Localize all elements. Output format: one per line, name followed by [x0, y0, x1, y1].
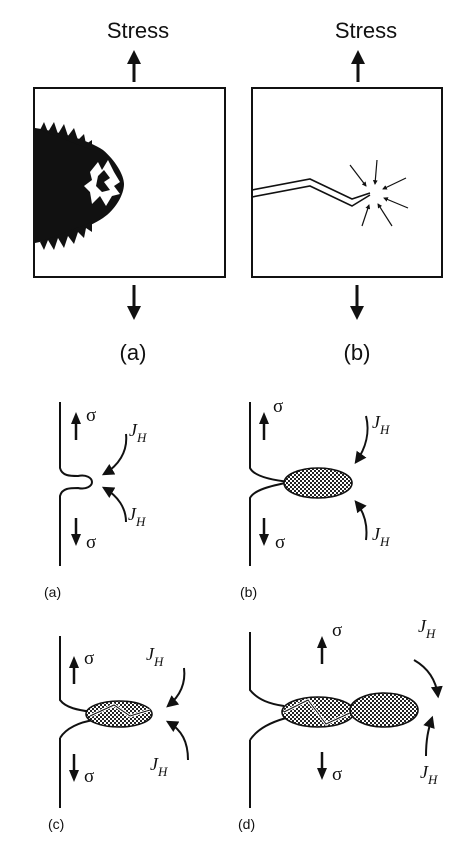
- hydrogen-flux-arrow-c2: [168, 722, 188, 760]
- caption-bottom-a: (a): [44, 584, 62, 600]
- top-panel-a: [34, 18, 225, 365]
- caption-top-b: (b): [343, 340, 371, 365]
- hydrogen-flux-arrow-c1: [168, 668, 184, 706]
- hydrogen-flux-arrow-d2: [426, 718, 432, 756]
- bottom-panel-b: [240, 396, 390, 600]
- top-panel-b: [252, 18, 442, 365]
- sigma-arrow-down-b: [259, 518, 269, 546]
- sigma-arrow-up-d: [317, 636, 327, 664]
- sigma-arrow-down-c: [69, 754, 79, 782]
- jh-label-d2: $J_H$: [420, 762, 438, 787]
- jh-label-b1: $J_H$: [372, 412, 390, 437]
- jh-label-c2: $J_H$: [150, 754, 168, 779]
- hydrogen-flux-arrow-a2: [104, 488, 126, 522]
- caption-bottom-b: (b): [240, 584, 258, 600]
- bottom-panel-a: [44, 402, 147, 600]
- sigma-label-down-a: σ: [86, 532, 97, 553]
- bottom-panel-c: [48, 636, 188, 832]
- sigma-arrow-up-a: [71, 412, 81, 440]
- hydrogen-flux-arrow-d1: [414, 660, 438, 696]
- hydrogen-flux-arrow-b1: [356, 416, 368, 462]
- caption-bottom-d: (d): [238, 816, 256, 832]
- hydrogen-flux-arrow-a1: [104, 434, 126, 474]
- hydride-zone-b: [284, 468, 352, 498]
- sigma-label-down-b: σ: [275, 532, 286, 553]
- jh-label-a1: $J_H$: [129, 420, 147, 445]
- stress-arrow-down-b: [350, 285, 364, 320]
- jh-label-c1: $J_H$: [146, 644, 164, 669]
- stress-arrow-down-a: [127, 285, 141, 320]
- hydride-zone-d2: [350, 693, 418, 727]
- stress-label-top-a: Stress: [106, 18, 170, 43]
- stress-arrow-up-a: [127, 50, 141, 82]
- hydrogen-flux-arrow-b2: [356, 502, 367, 540]
- bottom-panel-d: [238, 616, 438, 832]
- jh-label-a2: $J_H$: [128, 504, 146, 529]
- sigma-label-up-c: σ: [84, 648, 95, 669]
- specimen-box-b: [252, 88, 442, 277]
- sigma-arrow-up-c: [69, 656, 79, 684]
- sigma-arrow-down-d: [317, 752, 327, 780]
- stress-label-top-b: Stress: [334, 18, 398, 43]
- sigma-label-up-b: σ: [273, 396, 284, 417]
- jh-label-b2: $J_H$: [372, 524, 390, 549]
- stress-arrow-up-b: [351, 50, 365, 82]
- caption-bottom-c: (c): [48, 816, 65, 832]
- sigma-label-down-d: σ: [332, 764, 343, 785]
- sigma-label-up-d: σ: [332, 620, 343, 641]
- sigma-label-down-c: σ: [84, 766, 95, 787]
- notch-profile-d: [250, 632, 286, 808]
- sigma-label-up-a: σ: [86, 405, 97, 426]
- jh-label-d1: $J_H$: [418, 616, 436, 641]
- caption-top-a: (a): [119, 340, 147, 365]
- sigma-arrow-up-b: [259, 412, 269, 440]
- sigma-arrow-down-a: [71, 518, 81, 546]
